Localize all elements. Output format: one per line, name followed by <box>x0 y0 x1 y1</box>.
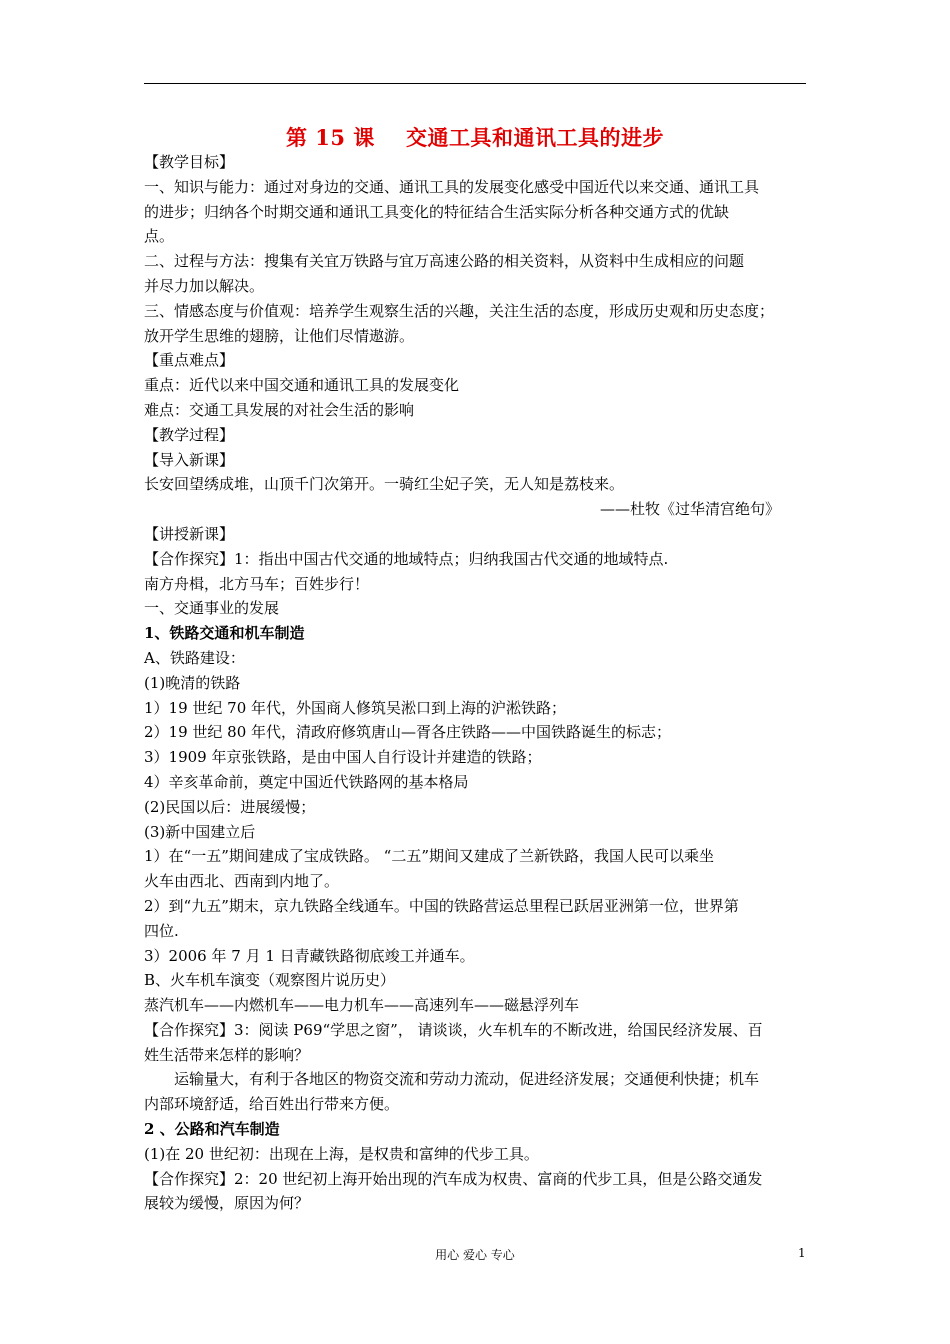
subsection-heading: 1、铁路交通和机车制造 <box>144 624 305 643</box>
body-line: 南方舟楫，北方马车；百姓步行！ <box>144 574 370 593</box>
section-heading: 【教学目标】 <box>144 153 235 171</box>
body-line: 4）辛亥革命前，奠定中国近代铁路网的基本格局 <box>144 772 469 791</box>
body-line: 点。 <box>144 227 175 246</box>
body-line: (1)晚清的铁路 <box>144 673 241 692</box>
body-line: 并尽力加以解决。 <box>144 276 265 295</box>
body-line: 【合作探究】1：指出中国古代交通的地域特点；归纳我国古代交通的地域特点. <box>144 549 669 568</box>
body-line: 一、交通事业的发展 <box>144 599 280 618</box>
body-line: 【合作探究】2：20 世纪初上海开始出现的汽车成为权贵、富商的代步工具，但是公路交通发 <box>144 1169 763 1188</box>
body-line: 1）19 世纪 70 年代，外国商人修筑吴淞口到上海的沪淞铁路； <box>144 698 567 717</box>
body-line: 3）2006 年 7 月 1 日青藏铁路彻底竣工并通车。 <box>144 946 475 965</box>
section-heading: 【讲授新课】 <box>144 524 235 543</box>
body-line: 难点：交通工具发展的对社会生活的影响 <box>144 400 415 419</box>
poem-attribution: ——杜牧《过华清宫绝句》 <box>599 500 780 519</box>
body-line: 1）在“一五”期间建成了宝成铁路。 “二五”期间又建成了兰新铁路，我国人民可以乘坐 <box>144 847 714 866</box>
page-number: 1 <box>798 1246 806 1260</box>
body-line: 三、情感态度与价值观：培养学生观察生活的兴趣，关注生活的态度，形成历史观和历史态度； <box>144 301 775 320</box>
body-line: 蒸汽机车——内燃机车——电力机车——高速列车——磁悬浮列车 <box>144 996 580 1015</box>
body-line: 一、知识与能力：通过对身边的交通、通讯工具的发展变化感受中国近代以来交通、通讯工具 <box>144 177 760 196</box>
body-line: (2)民国以后：进展缓慢； <box>144 797 316 816</box>
section-heading: 【重点难点】 <box>144 351 235 370</box>
page-title: 第 15 课 交通工具和通讯工具的进步 <box>285 125 665 150</box>
subsection-heading: 2 、公路和汽车制造 <box>144 1120 280 1139</box>
body-line: (3)新中国建立后 <box>144 822 256 841</box>
document-body <box>144 150 812 1216</box>
body-line: 3）1909 年京张铁路，是由中国人自行设计并建造的铁路； <box>144 748 542 767</box>
body-line: 火车由西北、西南到内地了。 <box>144 872 340 891</box>
page-footer: 用心 爱心 专心 <box>435 1248 515 1262</box>
body-line: 二、过程与方法：搜集有关宜万铁路与宜万高速公路的相关资料，从资料中生成相应的问题 <box>144 252 745 271</box>
body-line: 四位. <box>144 921 179 940</box>
section-heading: 【教学过程】 <box>144 425 235 444</box>
body-line: B、火车机车演变（观察图片说历史） <box>144 971 396 990</box>
header-rule <box>144 83 806 84</box>
poem-line: 长安回望绣成堆，山顶千门次第开。一骑红尘妃子笑，无人知是荔枝来。 <box>144 475 625 494</box>
section-heading: 【导入新课】 <box>144 450 235 469</box>
body-line: 【合作探究】3：阅读 P69“学思之窗”， 请谈谈，火车机车的不断改进，给国民经济发展、百 <box>144 1020 763 1039</box>
body-line: 的进步；归纳各个时期交通和通讯工具变化的特征结合生活实际分析各种交通方式的优缺 <box>144 202 730 221</box>
body-line: 2）到“九五”期末，京九铁路全线通车。中国的铁路营运总里程已跃居亚洲第一位，世界第 <box>144 896 739 915</box>
body-line: A、铁路建设： <box>144 648 245 667</box>
body-line: 展较为缓慢，原因为何？ <box>144 1194 310 1213</box>
body-line: 放开学生思维的翅膀，让他们尽情遨游。 <box>144 326 415 345</box>
body-line: 运输量大，有利于各地区的物资交流和劳动力流动，促进经济发展；交通便利快捷；机车 <box>174 1070 760 1089</box>
body-line: 2）19 世纪 80 年代，清政府修筑唐山—胥各庄铁路——中国铁路诞生的标志； <box>144 723 672 742</box>
body-line: 内部环境舒适，给百姓出行带来方便。 <box>144 1095 400 1114</box>
body-line: 姓生活带来怎样的影响？ <box>144 1045 310 1064</box>
body-line: (1)在 20 世纪初：出现在上海，是权贵和富绅的代步工具。 <box>144 1144 539 1163</box>
body-line: 重点：近代以来中国交通和通讯工具的发展变化 <box>144 376 460 395</box>
